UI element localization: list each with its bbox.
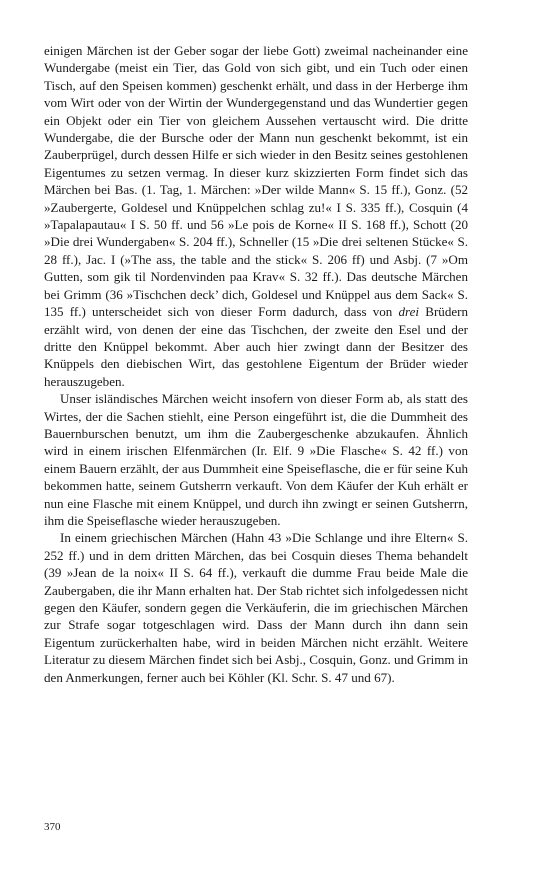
paragraph-2: Unser isländisches Märchen weicht insofern von dieser Form ab, als statt des Wirtes, der die Sachen stiehlt, eine Person eingeführt ist, die die Dummheit des Bauernburschen benutzt, um ihm die Zaubergeschenke abzukaufen. Ähnlich wird in einem irischen Elfenmärchen (Ir. Elf. 9 »Die Flasche« S. 42 ff.) von einem Bauern erzählt, der aus Dummheit eine Speiseflasche, die er für seine Kuh bekommen hatte, seinem Gutsherrn verkauft. Von dem Käufer der Kuh erhält er nun eine Flasche mit einem Knüppel, und durch ihn zwingt er seinen Gutsherrn, ihm die Speiseflasche wieder herauszugeben. — [44, 391, 468, 528]
page-number: 370 — [44, 821, 61, 833]
body-text — [44, 42, 468, 686]
paragraph-1-text-start: einigen Märchen ist der Geber sogar der liebe Gott) zweimal nacheinander eine Wundergabe (meist ein Tier, das Gold von sich gibt, und ein Tuch oder einen Tisch, auf den Speisen kommen) geschenkt erhält, und dass in der Herberge ihm vom Wirt oder von der Wirtin der Wundergegenstand und das Wundertier gegen ein Objekt oder ein Tier von gleichem Aussehen vertauscht wird. Die dritte Wundergabe, die der Bursche oder der Mann nun geschenkt bekommt, ist ein Zauberprügel, durch dessen Hilfe er sich wieder in den Besitz seines gestohlenen Eigentumes zu setzen vermag. In dieser kurz skizzierten Form findet sich das Märchen bei Bas. (1. Tag, 1. Märchen: »Der wilde Mann« S. 15 ff.), Gonz. (52 »Zaubergerte, Goldesel und Knüppelchen schlag zu!« I S. 335 ff.), Cosquin (4 »Tapalapautau« I S. 50 ff. und 56 »Le pois de Korne« II S. 168 ff.), Schott (20 »Die drei Wundergaben« S. 204 ff.), Schneller (15 »Die drei seltenen Stücke« S. 28 ff.), Jac. I (»The ass, the table and the stick« S. 206 ff) und Asbj. (7 »Om Gutten, som gik til Nordenvinden paa Krav« S. 32 ff.). Das deutsche Märchen bei Grimm (36 »Tischchen deck’ dich, Goldesel und Knüppel aus dem Sack« S. 135 ff.) unterscheidet sich von dieser Form dadurch, dass von — [44, 43, 468, 320]
paragraph-3: In einem griechischen Märchen (Hahn 43 »Die Schlange und ihre Eltern« S. 252 ff.) und in dem dritten Märchen, das bei Cosquin dieses Thema behandelt (39 »Jean de la noix« II S. 64 ff.), verkauft die dumme Frau beide Male die Zaubergaben, die ihr Mann erhalten hat. Der Stab richtet sich infolgedessen nicht gegen den Käufer, sondern gegen die Verkäuferin, die im griechischen Märchen zur Strafe sogar totgeschlagen wird. Dass der Mann durch ihn dann sein Eigentum zurückerhalten habe, wird in beiden Märchen nicht erzählt. Weitere Literatur zu diesem Märchen findet sich bei Asbj., Cosquin, Gonz. und Grimm in den Anmerkungen, ferner auch bei Köhler (Kl. Schr. S. 47 und 67). — [44, 530, 469, 685]
paragraph-1-text-end: Brüdern erzählt wird, von denen der eine das Tischchen, der zweite den Esel und der dritte den Knüppel bekommt. Aber auch hier zwingt dann der Besitzer des Knüppels den diebischen Wirt, das gestohlene Eigentum der Brüder wieder herauszugeben. — [44, 304, 468, 389]
paragraph-1 — [44, 42, 468, 390]
emphasized-word: drei — [398, 304, 420, 320]
